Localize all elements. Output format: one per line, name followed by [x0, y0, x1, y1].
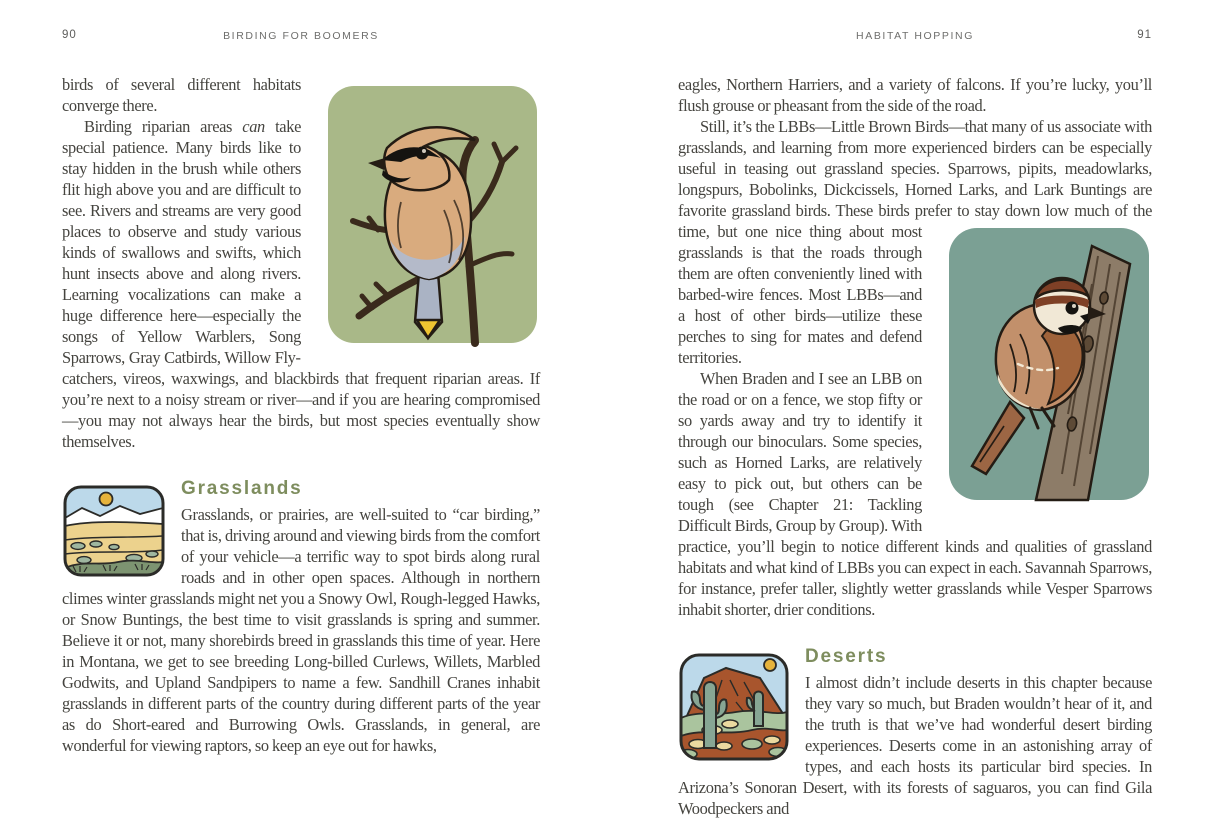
sparrow-drawing [946, 224, 1152, 504]
page-90-body [62, 74, 540, 756]
paragraph: When Braden and I see an LBB on the road or on a fence, we stop fifty or so yards away and try to identify it through our binoculars. Some species, such as Horned Larks, are relatively easy to pick out, but others can be tough (see Chapter 21: Tackling Difficult Birds, Group by Group). With practice, you’ll begin to notice different kinds and qualities of grassland habitats and what kind of LBBs you can expect in each. Savannah Sparrows, for instance, prefer taller, slightly wetter grasslands while Vesper Sparrows inhabit shorter, drier conditions. [678, 369, 1152, 619]
sparrow-illustration [946, 224, 1152, 504]
paragraph: Still, it’s the LBBs—Little Brown Birds—that many of us associate with grasslands, and learning from more experienced birders can be especially useful in teasing out grassland species. Sparrows, pipits, meadowlarks, longspurs, Bobolinks, Dickcissels, Horned Larks, and Lark Buntings are favorite grassland birds. These birds prefer to stay down low much of the time, but one nice thing about most grasslands is that the roads through them are often conveniently lined with barbed-wire fences. Most LBBs—and a host of other birds—utilize these perches to sing for mates and defend territories. [678, 116, 1152, 368]
page-91 [607, 0, 1214, 827]
deserts-heading: Deserts [805, 646, 888, 667]
desert-icon-drawing [678, 652, 790, 762]
deserts-section [678, 646, 1152, 819]
paragraph: eagles, Northern Harriers, and a variety of falcons. If you’re lucky, you’ll flush grouse or pheasant from the side of the road. [678, 75, 1152, 115]
desert-habitat-icon [678, 652, 790, 762]
italic-word: can [242, 117, 265, 136]
running-head-right [678, 30, 1152, 46]
page-number: 90 [62, 29, 77, 41]
grassland-habitat-icon [62, 484, 166, 578]
paragraph: birds of several different habitats converge there. [62, 75, 301, 115]
grassland-icon-drawing [62, 484, 166, 578]
paragraph: I almost didn’t include deserts in this chapter because they vary so much, but Braden wouldn’t hear of it, and the truth is that we’ve had wonderful desert birding experiences. Deserts come in an astonishing array of types, and each hosts its particular bird species. In Arizona’s Sonoran Desert, with its forests of saguaros, you can find Gila Woodpeckers and [678, 673, 1152, 818]
grasslands-section [62, 478, 540, 756]
paragraph: Birding riparian areas can take special patience. Many birds like to stay hidden in the brush while others flit high above you and are difficult to see. Rivers and streams are very good places to observe and study various kinds of swallows and swifts, which hunt insects above and along rivers. Learning vocalizations can make a huge difference here—especially the songs of Yellow Warblers, Song Sparrows, Gray Catbirds, Willow Flycatchers, vireos, waxwings, and blackbirds that frequent riparian areas. If you’re next to a noisy stream or river—and if you are hearing compromised—you may not always hear the birds, but most species eventually show themselves. [62, 117, 540, 451]
running-head-title: BIRDING FOR BOOMERS [223, 30, 379, 42]
cedar-waxwing-illustration [325, 82, 540, 347]
running-head-title: HABITAT HOPPING [856, 30, 974, 42]
cedar-waxwing-drawing [325, 82, 540, 347]
paragraph: Grasslands, or prairies, are well-suited to “car birding,” that is, driving around and viewing birds from the comfort of your vehicle—a terrific way to spot birds along rural roads and in other open spaces. Although in northern climes winter grasslands might net you a Snowy Owl, Rough-legged Hawks, or Snow Buntings, the best time to visit grasslands is spring and summer. Believe it or not, many shorebirds breed in grasslands this time of year. Here in Montana, we get to see breeding Long-billed Curlews, Willets, Marbled Godwits, and Upland Sandpipers to name a few. Sandhill Cranes inhabit grasslands in different parts of the country during different parts of the year as do Short-eared and Burrowing Owls. Grasslands, in general, are wonderful for viewing raptors, so keep an eye out for hawks, [62, 505, 540, 755]
page-91-body [678, 74, 1152, 819]
grasslands-heading: Grasslands [181, 478, 303, 499]
page-number: 91 [1137, 29, 1152, 41]
running-head-left [62, 30, 540, 46]
